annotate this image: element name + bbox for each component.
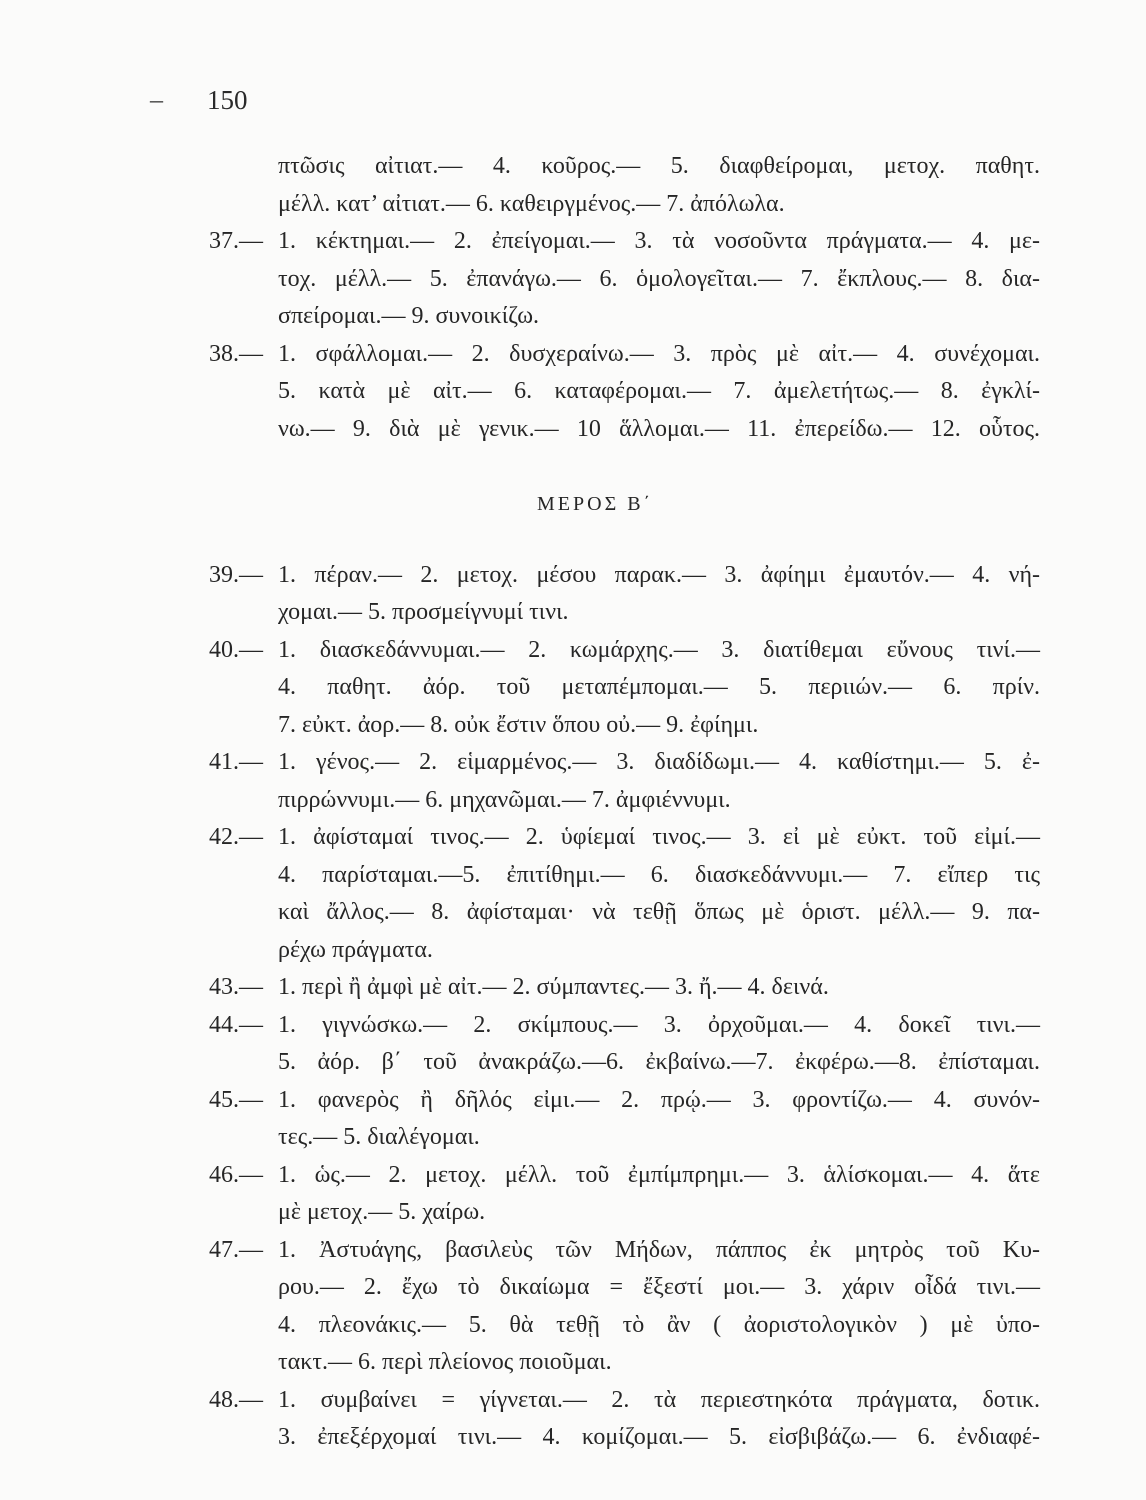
text-line: ρέχω πράγματα. [278, 936, 433, 963]
entry-number: 42.— [209, 824, 263, 850]
text-line: πτῶσις αἰτιατ.— 4. κοῦρος.— 5. διαφθείρομαι, μετοχ. παθητ. [278, 153, 1040, 179]
text-line: 1. ὡς.— 2. μετοχ. μέλλ. τοῦ ἐμπίμπρημι.— 3. ἁλίσκομαι.— 4. ἅτε [278, 1161, 1040, 1188]
entry-number: 48.— [209, 1386, 263, 1413]
entry-38 [205, 336, 1040, 449]
text-line: χομαι.— 5. προσμείγνυμί τινι. [278, 599, 569, 625]
text-line: 1. γένος.— 2. εἱμαρμένος.— 3. διαδίδωμι.— 4. καθίστημι.— 5. ἐ- [278, 749, 1040, 775]
entry-48 [205, 1382, 1040, 1457]
text-line: 4. παρίσταμαι.—5. ἐπιτίθημι.— 6. διασκεδάννυμι.— 7. εἴπερ τις [278, 861, 1040, 888]
entry-body [278, 819, 1040, 969]
entry-body [278, 557, 1040, 632]
text-line: ρου.— 2. ἔχω τὸ δικαίωμα = ἔξεστί μοι.— 3. χάριν οἶδά τινι.— [278, 1274, 1040, 1300]
entry-40 [205, 632, 1040, 745]
text-line: 1. γιγνώσκω.— 2. σκίμπους.— 3. ὀρχοῦμαι.— 4. δοκεῖ τινι.— [278, 1011, 1040, 1038]
entry-number: 45.— [209, 1086, 263, 1113]
entry-number: 43.— [209, 974, 263, 1000]
entry-body [278, 744, 1040, 819]
continuation-paragraph [205, 148, 1040, 223]
text-line: 1. περὶ ἢ ἀμφὶ μὲ αἰτ.— 2. σύμπαντες.— 3. ἤ.— 4. δεινά. [278, 974, 829, 1000]
text-line: 4. παθητ. ἀόρ. τοῦ μεταπέμπομαι.— 5. περιιών.— 6. πρίν. [278, 674, 1040, 700]
text-line: πιρρώννυμι.— 6. μηχανῶμαι.— 7. ἀμφιέννυμι. [278, 786, 731, 813]
entry-body [278, 969, 1040, 1007]
text-line: 1. πέραν.— 2. μετοχ. μέσου παρακ.— 3. ἀφίημι ἐμαυτόν.— 4. νή- [278, 561, 1040, 588]
page-body [205, 148, 1040, 1457]
entry-46 [205, 1157, 1040, 1232]
entry-body [278, 632, 1040, 745]
entry-body [278, 1007, 1040, 1082]
text-line: σπείρομαι.— 9. συνοικίζω. [278, 303, 540, 329]
text-line: 1. κέκτημαι.— 2. ἐπείγομαι.— 3. τὰ νοσοῦντα πράγματα.— 4. με- [278, 228, 1040, 254]
entry-number: 39.— [209, 561, 263, 588]
text-line: 3. ἐπεξέρχομαί τινι.— 4. κομίζομαι.— 5. εἰσβιβάζω.— 6. ἐνδιαφέ- [278, 1424, 1040, 1450]
entry-body [278, 1082, 1040, 1157]
text-line: τοχ. μέλλ.— 5. ἐπανάγω.— 6. ὁμολογεῖται.— 7. ἔκπλους.— 8. δια- [278, 265, 1040, 292]
entry-number: 40.— [209, 636, 263, 663]
entry-number-empty [205, 148, 278, 186]
entry-body [278, 336, 1040, 449]
text-line: τες.— 5. διαλέγομαι. [278, 1124, 480, 1150]
text-line: 4. πλεονάκις.— 5. θὰ τεθῇ τὸ ἂν ( ἀοριστολογικὸν ) μὲ ὑπο- [278, 1311, 1040, 1338]
entry-body [278, 223, 1040, 336]
entry-37 [205, 223, 1040, 336]
entry-47 [205, 1232, 1040, 1382]
page-number: 150 [207, 85, 248, 115]
entry-number: 47.— [209, 1236, 263, 1263]
entry-number: 46.— [209, 1161, 263, 1188]
text-line: μὲ μετοχ.— 5. χαίρω. [278, 1199, 486, 1225]
text-line: 1. φανερὸς ἢ δῆλός εἰμι.— 2. πρῴ.— 3. φροντίζω.— 4. συνόν- [278, 1086, 1040, 1113]
text-line: 1. ἀφίσταμαί τινος.— 2. ὑφίεμαί τινος.— 3. εἰ μὲ εὐκτ. τοῦ εἰμί.— [278, 824, 1040, 850]
text-line: 7. εὐκτ. ἀορ.— 8. οὐκ ἔστιν ὅπου οὐ.— 9. ἐφίημι. [278, 711, 759, 738]
entry-body [278, 1232, 1040, 1382]
text-line: 1. διασκεδάννυμαι.— 2. κωμάρχης.— 3. διατίθεμαι εὔνους τινί.— [278, 636, 1040, 663]
section-heading-text: ΜΕΡΟΣ Β΄ [537, 493, 654, 515]
entry-45 [205, 1082, 1040, 1157]
entry-number: 37.— [209, 228, 263, 254]
entry-body [278, 148, 1040, 223]
text-line: 5. κατὰ μὲ αἰτ.— 6. καταφέρομαι.— 7. ἀμελετήτως.— 8. ἐγκλί- [278, 378, 1040, 404]
text-line: 1. Ἀστυάγης, βασιλεὺς τῶν Μήδων, πάππος ἐκ μητρὸς τοῦ Κυ- [278, 1236, 1040, 1263]
entry-number: 44.— [209, 1011, 263, 1038]
text-line: 5. ἀόρ. β΄ τοῦ ἀνακράζω.—6. ἐκβαίνω.—7. ἐκφέρω.—8. ἐπίσταμαι. [278, 1049, 1040, 1075]
entry-42 [205, 819, 1040, 969]
entry-39 [205, 557, 1040, 632]
entry-43 [205, 969, 1040, 1007]
text-line: τακτ.— 6. περὶ πλείονος ποιοῦμαι. [278, 1349, 612, 1375]
text-line: νω.— 9. διὰ μὲ γενικ.— 10 ἅλλομαι.— 11. ἐπερείδω.— 12. οὗτος. [278, 415, 1040, 442]
entry-body [278, 1382, 1040, 1457]
page-mark: – [150, 85, 163, 114]
section-heading [205, 486, 1040, 524]
text-line: καὶ ἄλλος.— 8. ἀφίσταμαι· νὰ τεθῇ ὅπως μὲ ὁριστ. μέλλ.— 9. πα- [278, 899, 1040, 925]
entry-number: 38.— [209, 340, 263, 367]
text-line: 1. σφάλλομαι.— 2. δυσχεραίνω.— 3. πρὸς μὲ αἰτ.— 4. συνέχομαι. [278, 340, 1040, 367]
entry-44 [205, 1007, 1040, 1082]
entry-body [278, 1157, 1040, 1232]
entry-number: 41.— [209, 749, 263, 775]
entry-41 [205, 744, 1040, 819]
text-line: 1. συμβαίνει = γίγνεται.— 2. τὰ περιεστηκότα πράγματα, δοτικ. [278, 1386, 1040, 1413]
text-line: μέλλ. κατ’ αἰτιατ.— 6. καθειργμένος.— 7. ἀπόλωλα. [278, 190, 785, 217]
